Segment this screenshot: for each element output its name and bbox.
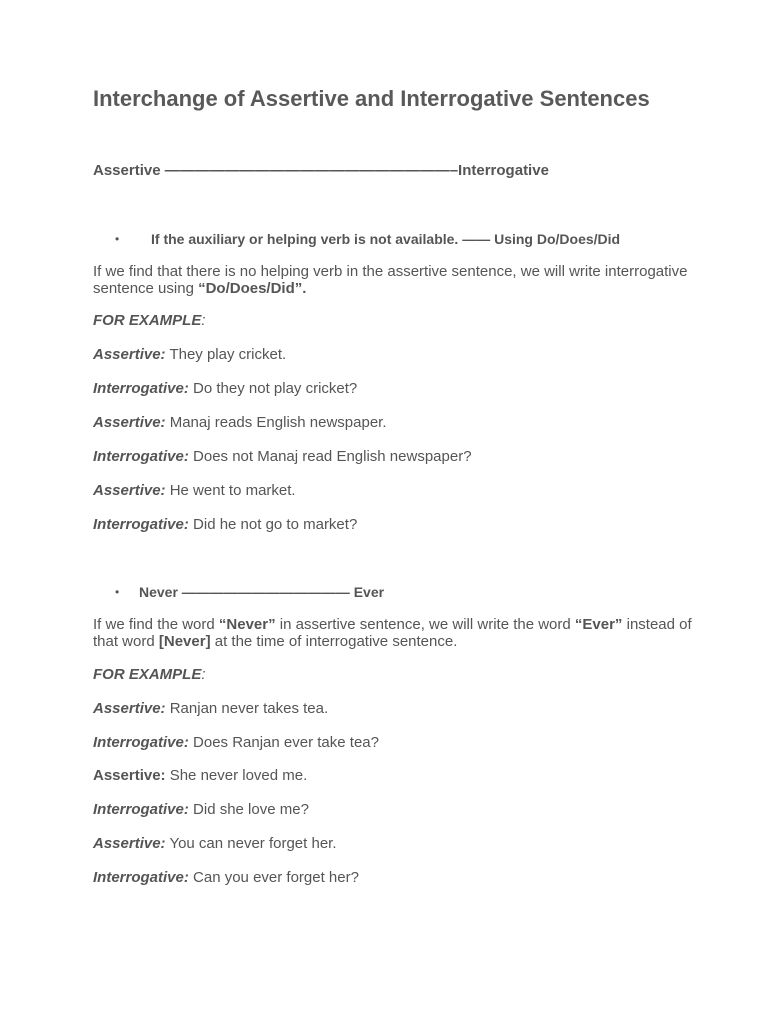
example-label: Interrogative: xyxy=(93,801,189,818)
section2-paragraph xyxy=(93,616,693,650)
example-line xyxy=(93,767,307,785)
example-line xyxy=(93,448,472,466)
example-label: Assertive: xyxy=(93,414,166,431)
section1-bullet: If the auxiliary or helping verb is not available. —— Using Do/Does/Did xyxy=(151,231,621,247)
example-text: Did he not go to market? xyxy=(188,516,358,533)
section2-para-text: instead of that word xyxy=(93,616,692,650)
example-text: He went to market. xyxy=(165,482,296,499)
example-heading-colon: : xyxy=(201,666,206,683)
section2-para-ever: “Ever” xyxy=(574,616,623,633)
example-label: Assertive: xyxy=(93,700,166,717)
example-label: Assertive: xyxy=(93,482,166,499)
example-line xyxy=(93,734,379,752)
example-line xyxy=(93,346,286,364)
example-heading-text: FOR EXAMPLE xyxy=(93,666,202,683)
example-text: Do they not play cricket? xyxy=(188,380,358,397)
section2-para-text: in assertive sentence, we will write the word xyxy=(275,616,575,633)
example-line xyxy=(93,380,357,398)
example-text: Does not Manaj read English newspaper? xyxy=(188,448,472,465)
section1-example-heading xyxy=(93,312,206,330)
example-text: Did she love me? xyxy=(188,801,309,818)
section2-para-text: If we find the word xyxy=(93,616,219,633)
example-text: Ranjan never takes tea. xyxy=(165,700,329,717)
example-heading-text: FOR EXAMPLE xyxy=(93,312,202,329)
example-line xyxy=(93,482,296,500)
example-label: Assertive: xyxy=(93,835,166,852)
example-line xyxy=(93,700,328,718)
example-text: Manaj reads English newspaper. xyxy=(165,414,387,431)
section1-para-bold: “Do/Does/Did”. xyxy=(198,280,307,297)
section2-para-never: “Never” xyxy=(218,616,276,633)
section2-example-heading xyxy=(93,666,206,684)
page-title: Interchange of Assertive and Interrogative Sentences xyxy=(93,86,650,111)
section1-para-text: If we find that there is no helping verb in the assertive sentence, we will write interrogative sentence using xyxy=(93,263,688,297)
conversion-heading: Assertive ———————————————————–Interrogative xyxy=(93,162,549,179)
example-line xyxy=(93,414,387,432)
example-text: She never loved me. xyxy=(165,767,308,784)
example-line xyxy=(93,835,337,853)
example-text: You can never forget her. xyxy=(165,835,337,852)
example-label: Interrogative: xyxy=(93,516,189,533)
example-label: Interrogative: xyxy=(93,734,189,751)
example-text: Does Ranjan ever take tea? xyxy=(188,734,379,751)
example-label: Interrogative: xyxy=(93,869,189,886)
example-label: Interrogative: xyxy=(93,448,189,465)
section2-para-text: at the time of interrogative sentence. xyxy=(210,633,458,650)
section1-paragraph xyxy=(93,263,693,297)
bullet-icon: • xyxy=(115,585,120,599)
example-label: Assertive: xyxy=(93,346,166,363)
example-line xyxy=(93,516,357,534)
example-line xyxy=(93,869,359,887)
section2-bullet: Never ———————————— Ever xyxy=(139,584,385,600)
example-line xyxy=(93,801,309,819)
example-label: Assertive: xyxy=(93,767,166,784)
example-label: Interrogative: xyxy=(93,380,189,397)
example-heading-colon: : xyxy=(201,312,206,329)
bullet-icon: • xyxy=(115,232,120,246)
example-text: Can you ever forget her? xyxy=(188,869,359,886)
example-text: They play cricket. xyxy=(165,346,287,363)
section2-para-never-bracket: [Never] xyxy=(158,633,211,650)
